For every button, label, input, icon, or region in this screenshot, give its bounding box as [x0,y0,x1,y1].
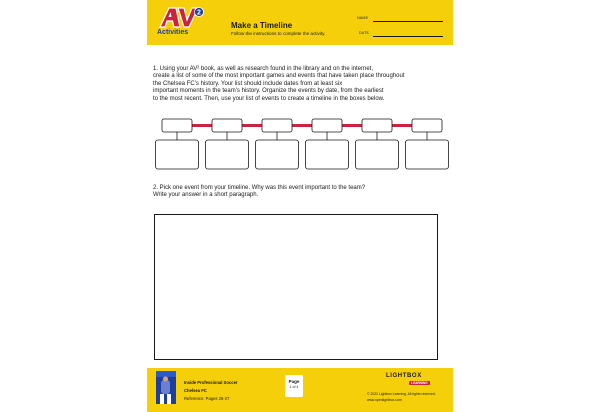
header-band [147,0,453,45]
timeline-event-box[interactable] [306,140,349,169]
svg-text:2: 2 [197,9,201,17]
timeline-event-box[interactable] [156,140,199,169]
book-cover-image [156,371,176,409]
timeline-event-box[interactable] [256,140,299,169]
book-title: Chelsea FC [184,388,207,393]
timeline-date-box[interactable] [312,119,342,132]
brand-name: LIGHTBOX [386,373,422,379]
name-field[interactable] [373,21,443,22]
question-1-line: create a list of some of the most important games and events that have taken place throughout [153,73,405,80]
av2-logo [156,6,204,30]
page-title: Make a Timeline [231,21,293,30]
series-title: Inside Professional Soccer [184,380,238,385]
page-label: Page [288,379,300,384]
name-label: NAME [357,16,369,20]
question-1-line: to the most recent. Then, use your list of events to create a timeline in the boxes below. [153,95,385,102]
date-label: DATE [359,31,370,35]
brand-subtitle: LEARNING [411,381,428,385]
website-link[interactable]: www.openlightbox.com [367,398,402,402]
question-1-line: the Chelsea FC’s history. Your list should include dates from at least six [153,80,343,87]
timeline-date-box[interactable] [162,119,192,132]
question-1-line: 1. Using your AV² book, as well as research found in the library and on the internet, [153,66,374,72]
timeline-date-box[interactable] [212,119,242,132]
worksheet-page [147,0,453,412]
timeline [147,112,453,178]
question-2-line: Write your answer in a short paragraph. [153,192,259,199]
timeline-event-box[interactable] [406,140,449,169]
question-1 [153,66,443,103]
section-label: Activities [157,29,189,36]
copyright-text: © 2022 Lightbox Learning. All rights reserved. [367,392,436,396]
question-2 [153,185,433,200]
timeline-event-box[interactable] [356,140,399,169]
footer-band [147,368,453,412]
page-badge [285,375,303,397]
date-field[interactable] [373,36,443,37]
question-2-line: 2. Pick one event from your timeline. Why was this event important to the team? [153,185,366,191]
timeline-event-box[interactable] [206,140,249,169]
page-number: 1 of 4 [289,385,299,389]
timeline-graphic [147,112,453,178]
page-reference: Reference: Pages 26-27 [184,396,230,401]
timeline-date-box[interactable] [262,119,292,132]
instructions-text: Follow the instructions to complete the activity. [231,31,326,36]
timeline-date-box[interactable] [362,119,392,132]
timeline-date-box[interactable] [412,119,442,132]
question-1-line: important moments in the team’s history. Organize the events by date, from the earliest [153,88,384,95]
answer-box[interactable] [154,214,438,360]
